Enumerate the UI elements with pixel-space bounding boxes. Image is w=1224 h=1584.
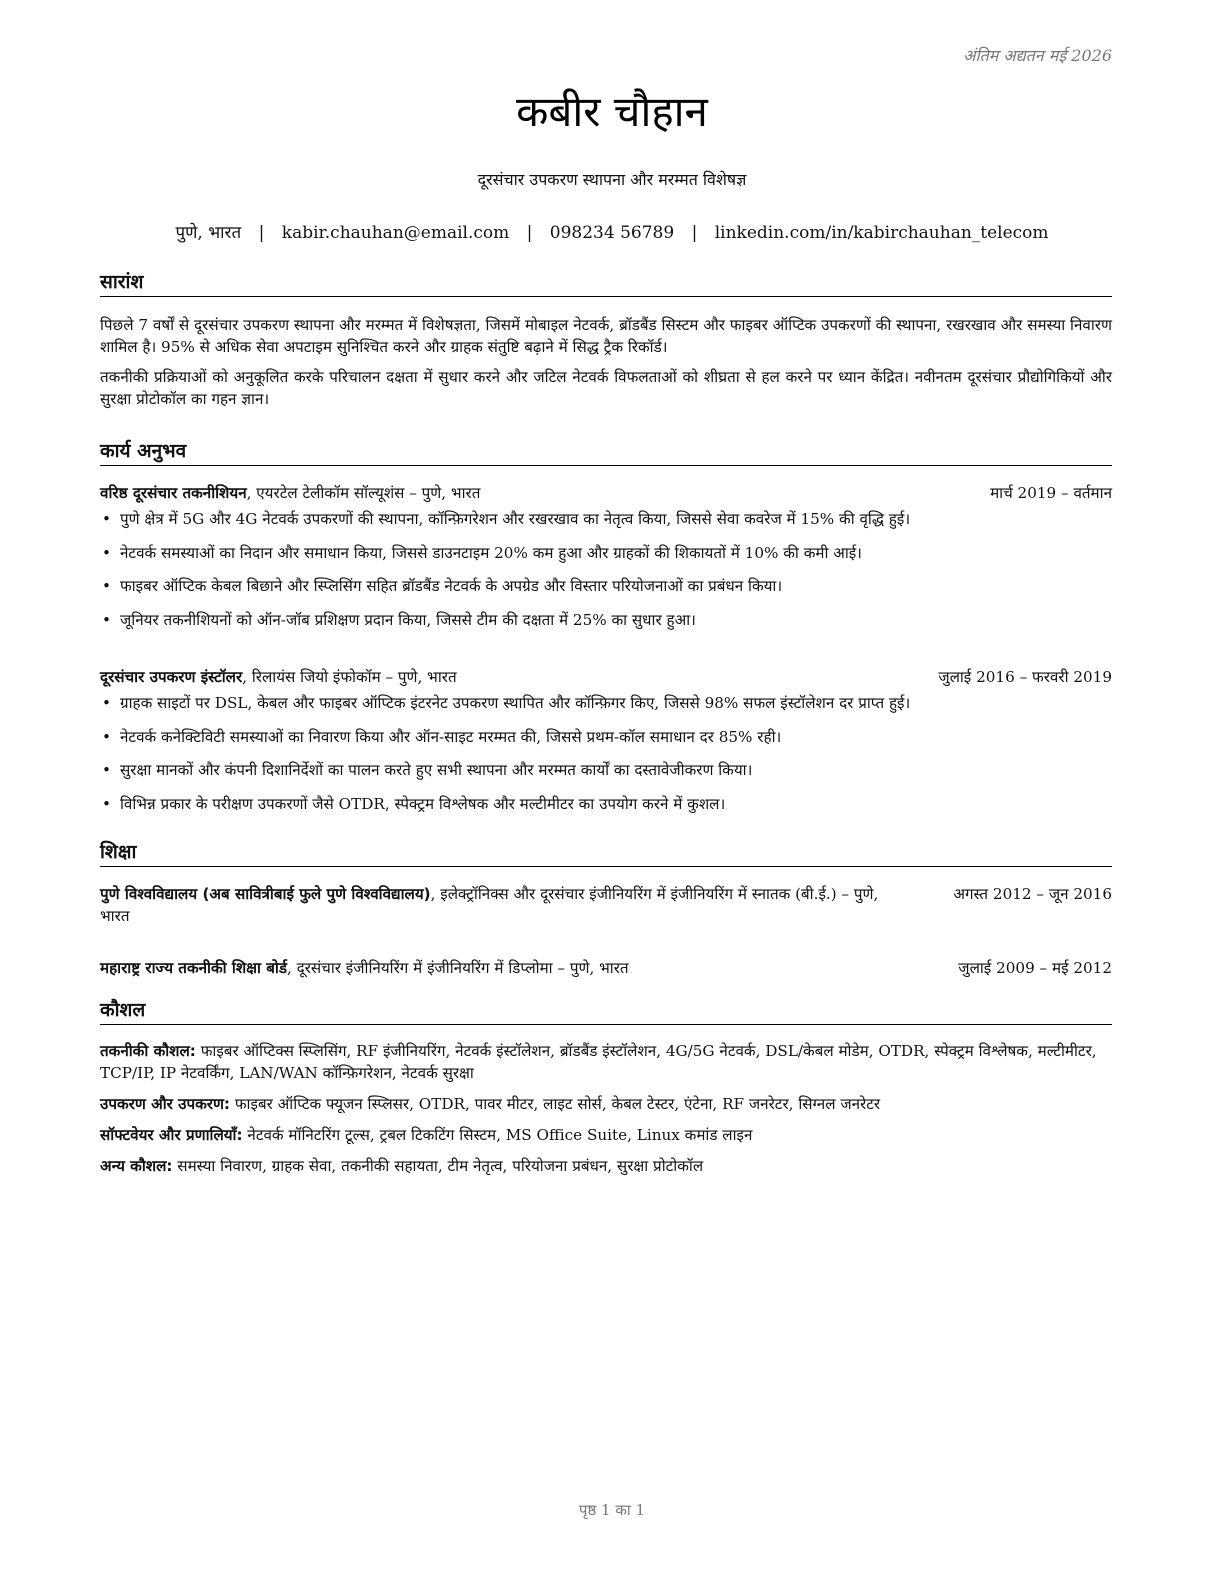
job-entry	[100, 666, 1112, 826]
section-heading-education: शिक्षा	[100, 838, 1112, 867]
education-title-line	[100, 883, 890, 927]
education-date: जुलाई 2009 – मई 2012	[958, 959, 1112, 977]
education-title-line	[100, 957, 934, 979]
job-bullets	[100, 508, 1112, 631]
list-item: • पुणे क्षेत्र में 5G और 4G नेटवर्क उपकरणों की स्थापना, कॉन्फ़िगरेशन और रखरखाव का नेतृत्व किया, जिससे सेवा कवरेज में 15% की वृद्धि हुई।	[100, 508, 1112, 530]
job-header	[100, 482, 1112, 504]
skill-text: समस्या निवारण, ग्राहक सेवा, तकनीकी सहायता, टीम नेतृत्व, परियोजना प्रबंधन, सुरक्षा प्रोटोकॉल	[172, 1157, 704, 1175]
job-title-line	[100, 666, 914, 688]
list-item: • सुरक्षा मानकों और कंपनी दिशानिर्देशों का पालन करते हुए सभी स्थापना और मरम्मत कार्यों का दस्तावेजीकरण किया।	[100, 759, 1112, 781]
summary-block	[100, 314, 1112, 418]
skill-row	[100, 1124, 1112, 1146]
education-entry	[100, 883, 1112, 927]
education-entry	[100, 957, 1112, 979]
contact-separator: |	[258, 223, 265, 243]
contact-phone: 098234 56789	[549, 223, 675, 243]
skill-label: अन्य कौशल:	[100, 1157, 173, 1175]
page-number: पृष्ठ 1 का 1	[578, 1501, 646, 1519]
list-item: • नेटवर्क समस्याओं का निदान और समाधान किया, जिससे डाउनटाइम 20% कम हुआ और ग्राहकों की शिकायतों में 10% की कमी आई।	[100, 542, 1112, 564]
list-item: • नेटवर्क कनेक्टिविटी समस्याओं का निवारण किया और ऑन-साइट मरम्मत की, जिससे प्रथम-कॉल समाधान दर 85% रही।	[100, 726, 1112, 748]
skill-text: फाइबर ऑप्टिक फ्यूजन स्प्लिसर, OTDR, पावर मीटर, लाइट सोर्स, केबल टेस्टर, एंटेना, RF जनरेटर, सिग्नल जनरेटर	[230, 1095, 881, 1113]
job-org: , रिलायंस जियो इंफोकॉम – पुणे, भारत	[242, 668, 457, 686]
job-title: वरिष्ठ दूरसंचार तकनीशियन	[100, 484, 247, 502]
last-updated: अंतिम अद्यतन मई 2026	[963, 46, 1112, 65]
contact-separator: |	[526, 223, 533, 243]
section-heading-skills: कौशल	[100, 996, 1112, 1025]
contact-line	[0, 220, 1224, 243]
job-bullets	[100, 692, 1112, 815]
skills-block	[100, 1040, 1112, 1186]
candidate-name: कबीर चौहान	[516, 87, 708, 136]
skill-label: सॉफ्टवेयर और प्रणालियाँ:	[100, 1126, 243, 1144]
skill-text: फाइबर ऑप्टिक्स स्प्लिसिंग, RF इंजीनियरिंग, नेटवर्क इंस्टॉलेशन, ब्रॉडबैंड इंस्टॉलेशन, 4G/5G नेटवर्क, DSL/केबल मोडेम, OTDR, स्पेक्ट्रम विश्लेषक, मल्टीमीटर, TCP/IP, IP नेटवर्किंग, LAN/WAN कॉन्फ़िगरेशन, नेटवर्क सुरक्षा	[100, 1042, 1097, 1082]
summary-paragraph: तकनीकी प्रक्रियाओं को अनुकूलित करके परिचालन दक्षता में सुधार करने और जटिल नेटवर्क विफलताओं को शीघ्रता से हल करने पर ध्यान केंद्रित। नवीनतम दूरसंचार प्रौद्योगिकियों और सुरक्षा प्रोटोकॉल का गहन ज्ञान।	[100, 368, 1112, 408]
section-heading-experience: कार्य अनुभव	[100, 437, 1112, 466]
skill-text: नेटवर्क मॉनिटरिंग टूल्स, ट्रबल टिकटिंग सिस्टम, MS Office Suite, Linux कमांड लाइन	[242, 1126, 753, 1144]
job-header	[100, 666, 1112, 688]
contact-email[interactable]: kabir.chauhan@email.com	[281, 223, 510, 243]
education-school: महाराष्ट्र राज्य तकनीकी शिक्षा बोर्ड	[100, 959, 287, 977]
list-item: • फाइबर ऑप्टिक केबल बिछाने और स्प्लिसिंग सहित ब्रॉडबैंड नेटवर्क के अपग्रेड और विस्तार परियोजनाओं का प्रबंधन किया।	[100, 575, 1112, 597]
job-title: दूरसंचार उपकरण इंस्टॉलर	[100, 668, 243, 686]
education-school: पुणे विश्वविद्यालय (अब सावित्रीबाई फुले पुणे विश्वविद्यालय)	[100, 885, 431, 903]
job-date: जुलाई 2016 – फरवरी 2019	[938, 668, 1112, 686]
job-entry	[100, 482, 1112, 642]
contact-separator: |	[691, 223, 698, 243]
job-title-line	[100, 482, 966, 504]
section-heading-summary: सारांश	[100, 268, 1112, 297]
education-detail: , दूरसंचार इंजीनियरिंग में इंजीनियरिंग में डिप्लोमा – पुणे, भारत	[286, 959, 629, 977]
contact-location: पुणे, भारत	[175, 223, 242, 243]
education-detail: , इलेक्ट्रॉनिक्स और दूरसंचार इंजीनियरिंग में इंजीनियरिंग में स्नातक (बी.ई.) – पुणे, भारत	[100, 885, 879, 925]
skill-label: तकनीकी कौशल:	[100, 1042, 196, 1060]
skill-row	[100, 1093, 1112, 1115]
job-date: मार्च 2019 – वर्तमान	[990, 484, 1112, 502]
skill-label: उपकरण और उपकरण:	[100, 1095, 231, 1113]
summary-paragraph: पिछले 7 वर्षों से दूरसंचार उपकरण स्थापना और मरम्मत में विशेषज्ञता, जिसमें मोबाइल नेटवर्क, ब्रॉडबैंड सिस्टम और फाइबर ऑप्टिक उपकरणों की स्थापना, रखरखाव और समस्या निवारण शामिल है। 95% से अधिक सेवा अपटाइम सुनिश्चित करने और ग्राहक संतुष्टि बढ़ाने में सिद्ध ट्रैक रिकॉर्ड।	[100, 316, 1112, 356]
list-item: • जूनियर तकनीशियनों को ऑन-जॉब प्रशिक्षण प्रदान किया, जिससे टीम की दक्षता में 25% का सुधार हुआ।	[100, 609, 1112, 631]
list-item: • ग्राहक साइटों पर DSL, केबल और फाइबर ऑप्टिक इंटरनेट उपकरण स्थापित और कॉन्फ़िगर किए, जिससे 98% सफल इंस्टॉलेशन दर प्राप्त हुई।	[100, 692, 1112, 714]
education-header	[100, 957, 1112, 979]
job-org: , एयरटेल टेलीकॉम सॉल्यूशंस – पुणे, भारत	[246, 484, 481, 502]
candidate-title: दूरसंचार उपकरण स्थापना और मरम्मत विशेषज्ञ	[477, 170, 747, 189]
contact-linkedin[interactable]: linkedin.com/in/kabirchauhan_telecom	[714, 223, 1049, 243]
skill-row	[100, 1155, 1112, 1177]
list-item: • विभिन्न प्रकार के परीक्षण उपकरणों जैसे OTDR, स्पेक्ट्रम विश्लेषक और मल्टीमीटर का उपयोग करने में कुशल।	[100, 793, 1112, 815]
education-header	[100, 883, 1112, 927]
education-date: अगस्त 2012 – जून 2016	[953, 885, 1112, 903]
skill-row	[100, 1040, 1112, 1084]
